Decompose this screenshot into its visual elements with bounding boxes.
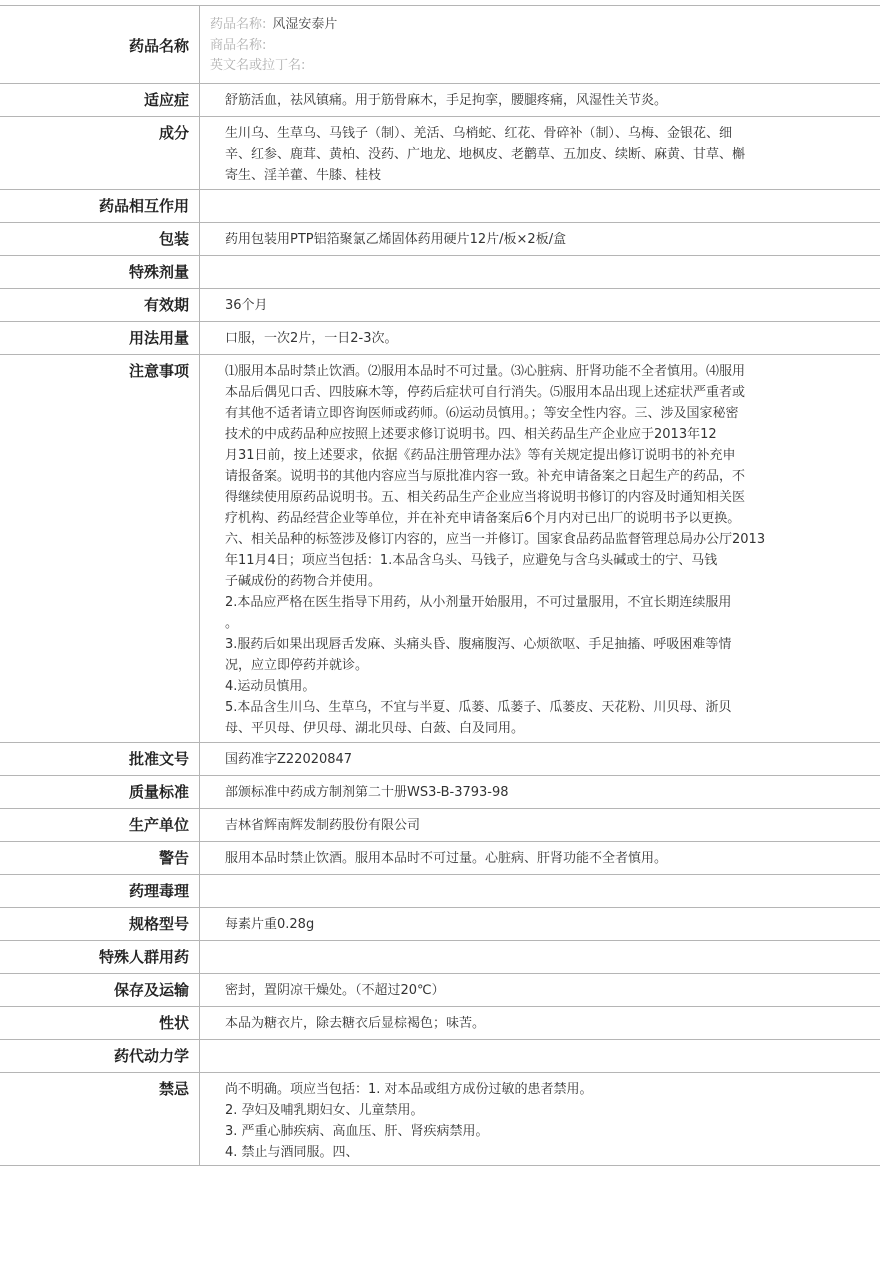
row-value (200, 1040, 880, 1072)
row-label: 规格型号 (0, 908, 200, 940)
text-line: 密封，置阴凉干燥处。（不超过20℃） (225, 983, 445, 998)
text-line: 六、相关品种的标签涉及修订内容的，应当一并修订。国家食品药品监督管理总局办公厅2013 (225, 532, 766, 547)
row-value (200, 875, 880, 907)
text-line: 2. 孕妇及哺乳期妇女、儿童禁用。 (225, 1103, 424, 1118)
text-line: 服用本品时禁止饮酒。服用本品时不可过量。心脏病、肝肾功能不全者慎用。 (225, 851, 668, 866)
row-packaging (0, 223, 880, 256)
row-value (200, 256, 880, 288)
text-line: 口服，一次2片，一日2-3次。 (225, 331, 398, 346)
row-pharmacology-toxicology (0, 875, 880, 908)
row-interactions (0, 190, 880, 223)
trade-name-field (210, 36, 337, 57)
text-line: 母、平贝母、伊贝母、湖北贝母、白蔹、白及同用。 (225, 721, 525, 736)
text-line: ⑴服用本品时禁止饮酒。⑵服用本品时不可过量。⑶心脏病、肝肾功能不全者慎用。⑷服用 (225, 364, 746, 379)
row-value (200, 84, 880, 116)
row-value (200, 908, 880, 940)
row-ingredients (0, 117, 880, 190)
row-value (200, 355, 880, 742)
row-label: 质量标准 (0, 776, 200, 808)
row-special-dosage (0, 256, 880, 289)
row-indications (0, 84, 880, 117)
text-line: 年11月4日；项应当包括：1.本品含乌头、马钱子，应避免与含乌头碱或士的宁、马钱 (225, 553, 718, 568)
row-label: 包装 (0, 223, 200, 255)
text-line: 请报备案。说明书的其他内容应当与原批准内容一致。补充申请备案之日起生产的药品，不 (225, 469, 746, 484)
row-label: 药理毒理 (0, 875, 200, 907)
row-label: 成分 (0, 117, 200, 189)
generic-name-value: 风湿安泰片 (272, 17, 338, 32)
row-label: 药代动力学 (0, 1040, 200, 1072)
text-line: 3. 严重心肺疾病、高血压、肝、肾疾病禁用。 (225, 1124, 489, 1139)
text-line: 。 (225, 616, 239, 631)
row-warning (0, 842, 880, 875)
text-line: 药用包装用PTP铝箔聚氯乙烯固体药用硬片12片/板×2板/盒 (225, 232, 567, 247)
row-label: 生产单位 (0, 809, 200, 841)
row-appearance (0, 1007, 880, 1040)
row-label: 用法用量 (0, 322, 200, 354)
text-line: 本品后偶见口舌、四肢麻木等，停药后症状可自行消失。⑸服用本品出现上述症状严重者或 (225, 385, 746, 400)
text-line: 2.本品应严格在医生指导下用药，从小剂量开始服用，不可过量服用，不宜长期连续服用 (225, 595, 732, 610)
row-label: 性状 (0, 1007, 200, 1039)
generic-name-field (210, 15, 337, 36)
row-manufacturer (0, 809, 880, 842)
row-value (200, 974, 880, 1006)
row-label: 有效期 (0, 289, 200, 321)
text-line: 部颁标准中药成方制剂第二十册WS3-B-3793-98 (225, 785, 509, 800)
row-label: 保存及运输 (0, 974, 200, 1006)
row-value (200, 743, 880, 775)
row-value (200, 842, 880, 874)
row-value (200, 322, 880, 354)
row-approval-number (0, 743, 880, 776)
row-value (200, 117, 880, 189)
row-label: 禁忌 (0, 1073, 200, 1165)
row-value (200, 1007, 880, 1039)
text-line: 5.本品含生川乌、生草乌，不宜与半夏、瓜蒌、瓜蒌子、瓜蒌皮、天花粉、川贝母、浙贝 (225, 700, 732, 715)
text-line: 月31日前，按上述要求，依据《药品注册管理办法》等有关规定提出修订说明书的补充申 (225, 448, 736, 463)
text-line: 子碱成份的药物合并使用。 (225, 574, 382, 589)
row-label: 注意事项 (0, 355, 200, 742)
row-label: 药品相互作用 (0, 190, 200, 222)
row-value (200, 1073, 880, 1165)
latin-name-field (210, 56, 337, 77)
text-line: 4. 禁止与酒同服。四、 (225, 1145, 359, 1160)
row-label: 特殊人群用药 (0, 941, 200, 973)
row-specification (0, 908, 880, 941)
text-line: 36个月 (225, 298, 268, 313)
drug-info-table (0, 5, 880, 1166)
row-drug-name (0, 6, 880, 84)
row-label: 特殊剂量 (0, 256, 200, 288)
row-label: 批准文号 (0, 743, 200, 775)
row-dosage (0, 322, 880, 355)
text-line: 况，应立即停药并就诊。 (225, 658, 369, 673)
row-special-populations (0, 941, 880, 974)
row-value (200, 289, 880, 321)
text-line: 每素片重0.28g (225, 917, 315, 932)
row-value (200, 776, 880, 808)
name-fields (200, 6, 337, 83)
row-label: 警告 (0, 842, 200, 874)
text-line: 本品为糖衣片，除去糖衣后显棕褐色；味苦。 (225, 1016, 486, 1031)
row-value (200, 809, 880, 841)
text-line: 国药准字Z22020847 (225, 752, 353, 767)
text-line: 寄生、淫羊藿、牛膝、桂枝 (225, 168, 382, 183)
row-label: 药品名称 (0, 6, 200, 83)
field-label: 商品名称: (210, 37, 267, 53)
field-label: 药品名称: (210, 17, 267, 32)
field-label: 英文名或拉丁名: (210, 58, 306, 73)
row-value (200, 223, 880, 255)
row-value (200, 190, 880, 222)
text-line: 4.运动员慎用。 (225, 679, 316, 694)
text-line: 舒筋活血，祛风镇痛。用于筋骨麻木，手足拘挛，腰腿疼痛，风湿性关节炎。 (225, 93, 668, 108)
text-line: 吉林省辉南辉发制药股份有限公司 (225, 818, 421, 833)
row-label: 适应症 (0, 84, 200, 116)
text-line: 3.服药后如果出现唇舌发麻、头痛头昏、腹痛腹泻、心烦欲呕、手足抽搐、呼吸困难等情 (225, 637, 732, 652)
text-line: 尚不明确。项应当包括：1. 对本品或组方成份过敏的患者禁用。 (225, 1082, 593, 1097)
text-line: 生川乌、生草乌、马钱子（制）、羌活、乌梢蛇、红花、骨碎补（制）、乌梅、金银花、细 (225, 126, 733, 141)
row-storage (0, 974, 880, 1007)
text-line: 技术的中成药品种应按照上述要求修订说明书。四、相关药品生产企业应于2013年12 (225, 427, 717, 442)
row-pharmacokinetics (0, 1040, 880, 1073)
row-quality-standard (0, 776, 880, 809)
row-value (200, 941, 880, 973)
row-contraindications (0, 1073, 880, 1166)
text-line: 辛、红参、鹿茸、黄柏、没药、广地龙、地枫皮、老鹳草、五加皮、续断、麻黄、甘草、槲 (225, 147, 746, 162)
text-line: 得继续使用原药品说明书。五、相关药品生产企业应当将说明书修订的内容及时通知相关医 (225, 490, 746, 505)
row-shelf-life (0, 289, 880, 322)
row-precautions (0, 355, 880, 743)
text-line: 有其他不适者请立即咨询医师或药师。⑹运动员慎用。；等安全性内容。三、涉及国家秘密 (225, 406, 739, 421)
text-line: 疗机构、药品经营企业等单位，并在补充申请备案后6个月内对已出厂的说明书予以更换。 (225, 511, 741, 526)
